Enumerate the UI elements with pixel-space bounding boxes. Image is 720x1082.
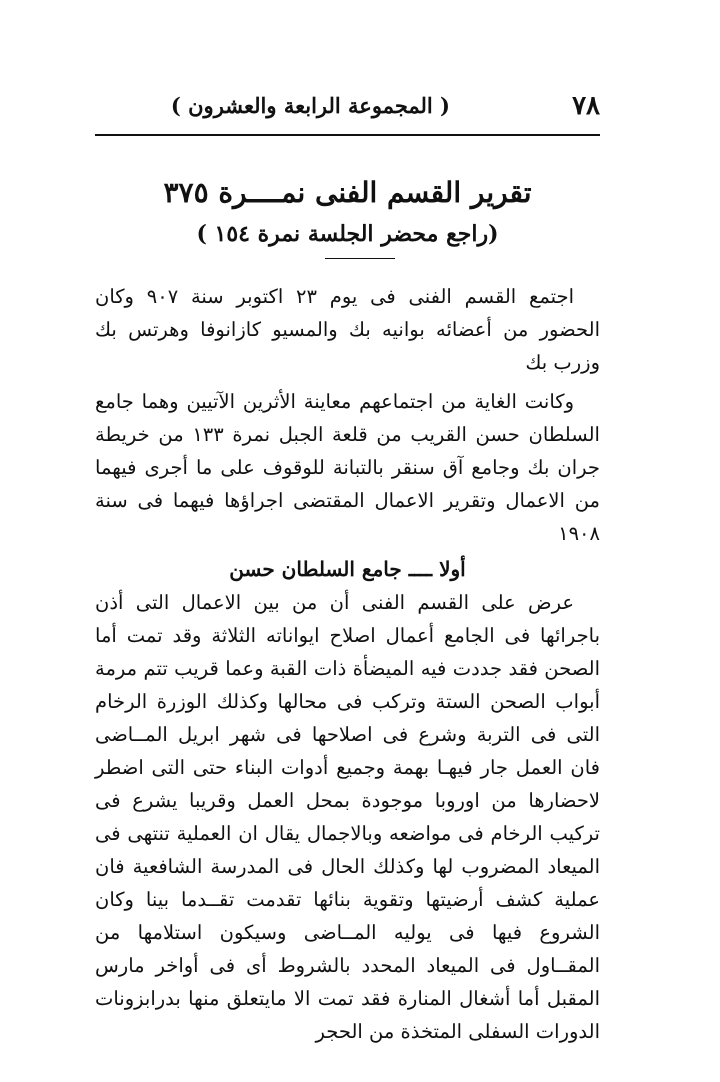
- title-divider: [325, 258, 395, 259]
- paragraph-purpose: وكانت الغاية من اجتماعهم معاينة الأثرين الآتيين وهما جامع السلطان حسن القريب من قلعة الجبل نمرة ١٣٣ من خريطة جران بك وجامع آق سنقر بالتبانة للوقوف على ما أجرى فيهما من الاعمال وتقرير الاعمال المقتضى اجراؤها فيهما فى سنة ١٩٠٨: [95, 390, 600, 545]
- header-divider: [95, 134, 600, 136]
- running-header: [95, 86, 600, 126]
- report-body: [95, 280, 600, 1048]
- report-subtitle: (راجع محضر الجلسة نمرة ١٥٤ ): [196, 221, 499, 247]
- report-title: تقرير القسم الفنى نمــــرة ٣٧٥: [163, 176, 532, 209]
- section-heading-sultan-hassan: أولا ــــ جامع السلطان حسن: [229, 557, 466, 581]
- running-header-title: ( المجموعة الرابعة والعشرون ): [170, 93, 450, 118]
- paragraph-works: عرض على القسم الفنى أن من بين الاعمال التى أذن باجرائها فى الجامع أعمال اصلاح ايواناته الثلاثة وقد تمت أما الصحن فقد جددت فيه الميضأة ذات القبة وعما قريب تتم مرمة أبواب الصحن الستة وتركب فى محالها وكذلك الوزرة الرخام التى فى التربة وشرع فى اصلاحها فى شهر ابريل المــاضى فان العمل جار فيهـا بهمة وجميع أدوات البناء حتى التى اضطر لاحضارها من اوروبا موجودة بمحل العمل وقريبا يشرع فى تركيب الرخام فى مواضعه وبالاجمال يقال ان العملية تنتهى فى الميعاد المضروب لها وكذلك الحال فى المدرسة الشافعية فان عملية كشف أرضيتها وتقوية بنائها تقدمت تقــدما بينا وكان الشروع فيها فى يوليه المــاضى وسيكون استلامها من المقــاول فى الميعاد المحدد بالشروط أى فى أواخر مارس المقبل أما أشغال المنارة فقد تمت الا مايتعلق منها بدرابزونات الدورات السفلى المتخذة من الحجر: [95, 591, 600, 1043]
- paragraph-attendance: اجتمع القسم الفنى فى يوم ٢٣ اكتوبر سنة ٩٠٧ وكان الحضور من أعضائه بوانيه بك والمسيو كازانوفا وهرتس بك وزرب بك: [95, 285, 600, 374]
- page-number: ٧٨: [572, 91, 600, 121]
